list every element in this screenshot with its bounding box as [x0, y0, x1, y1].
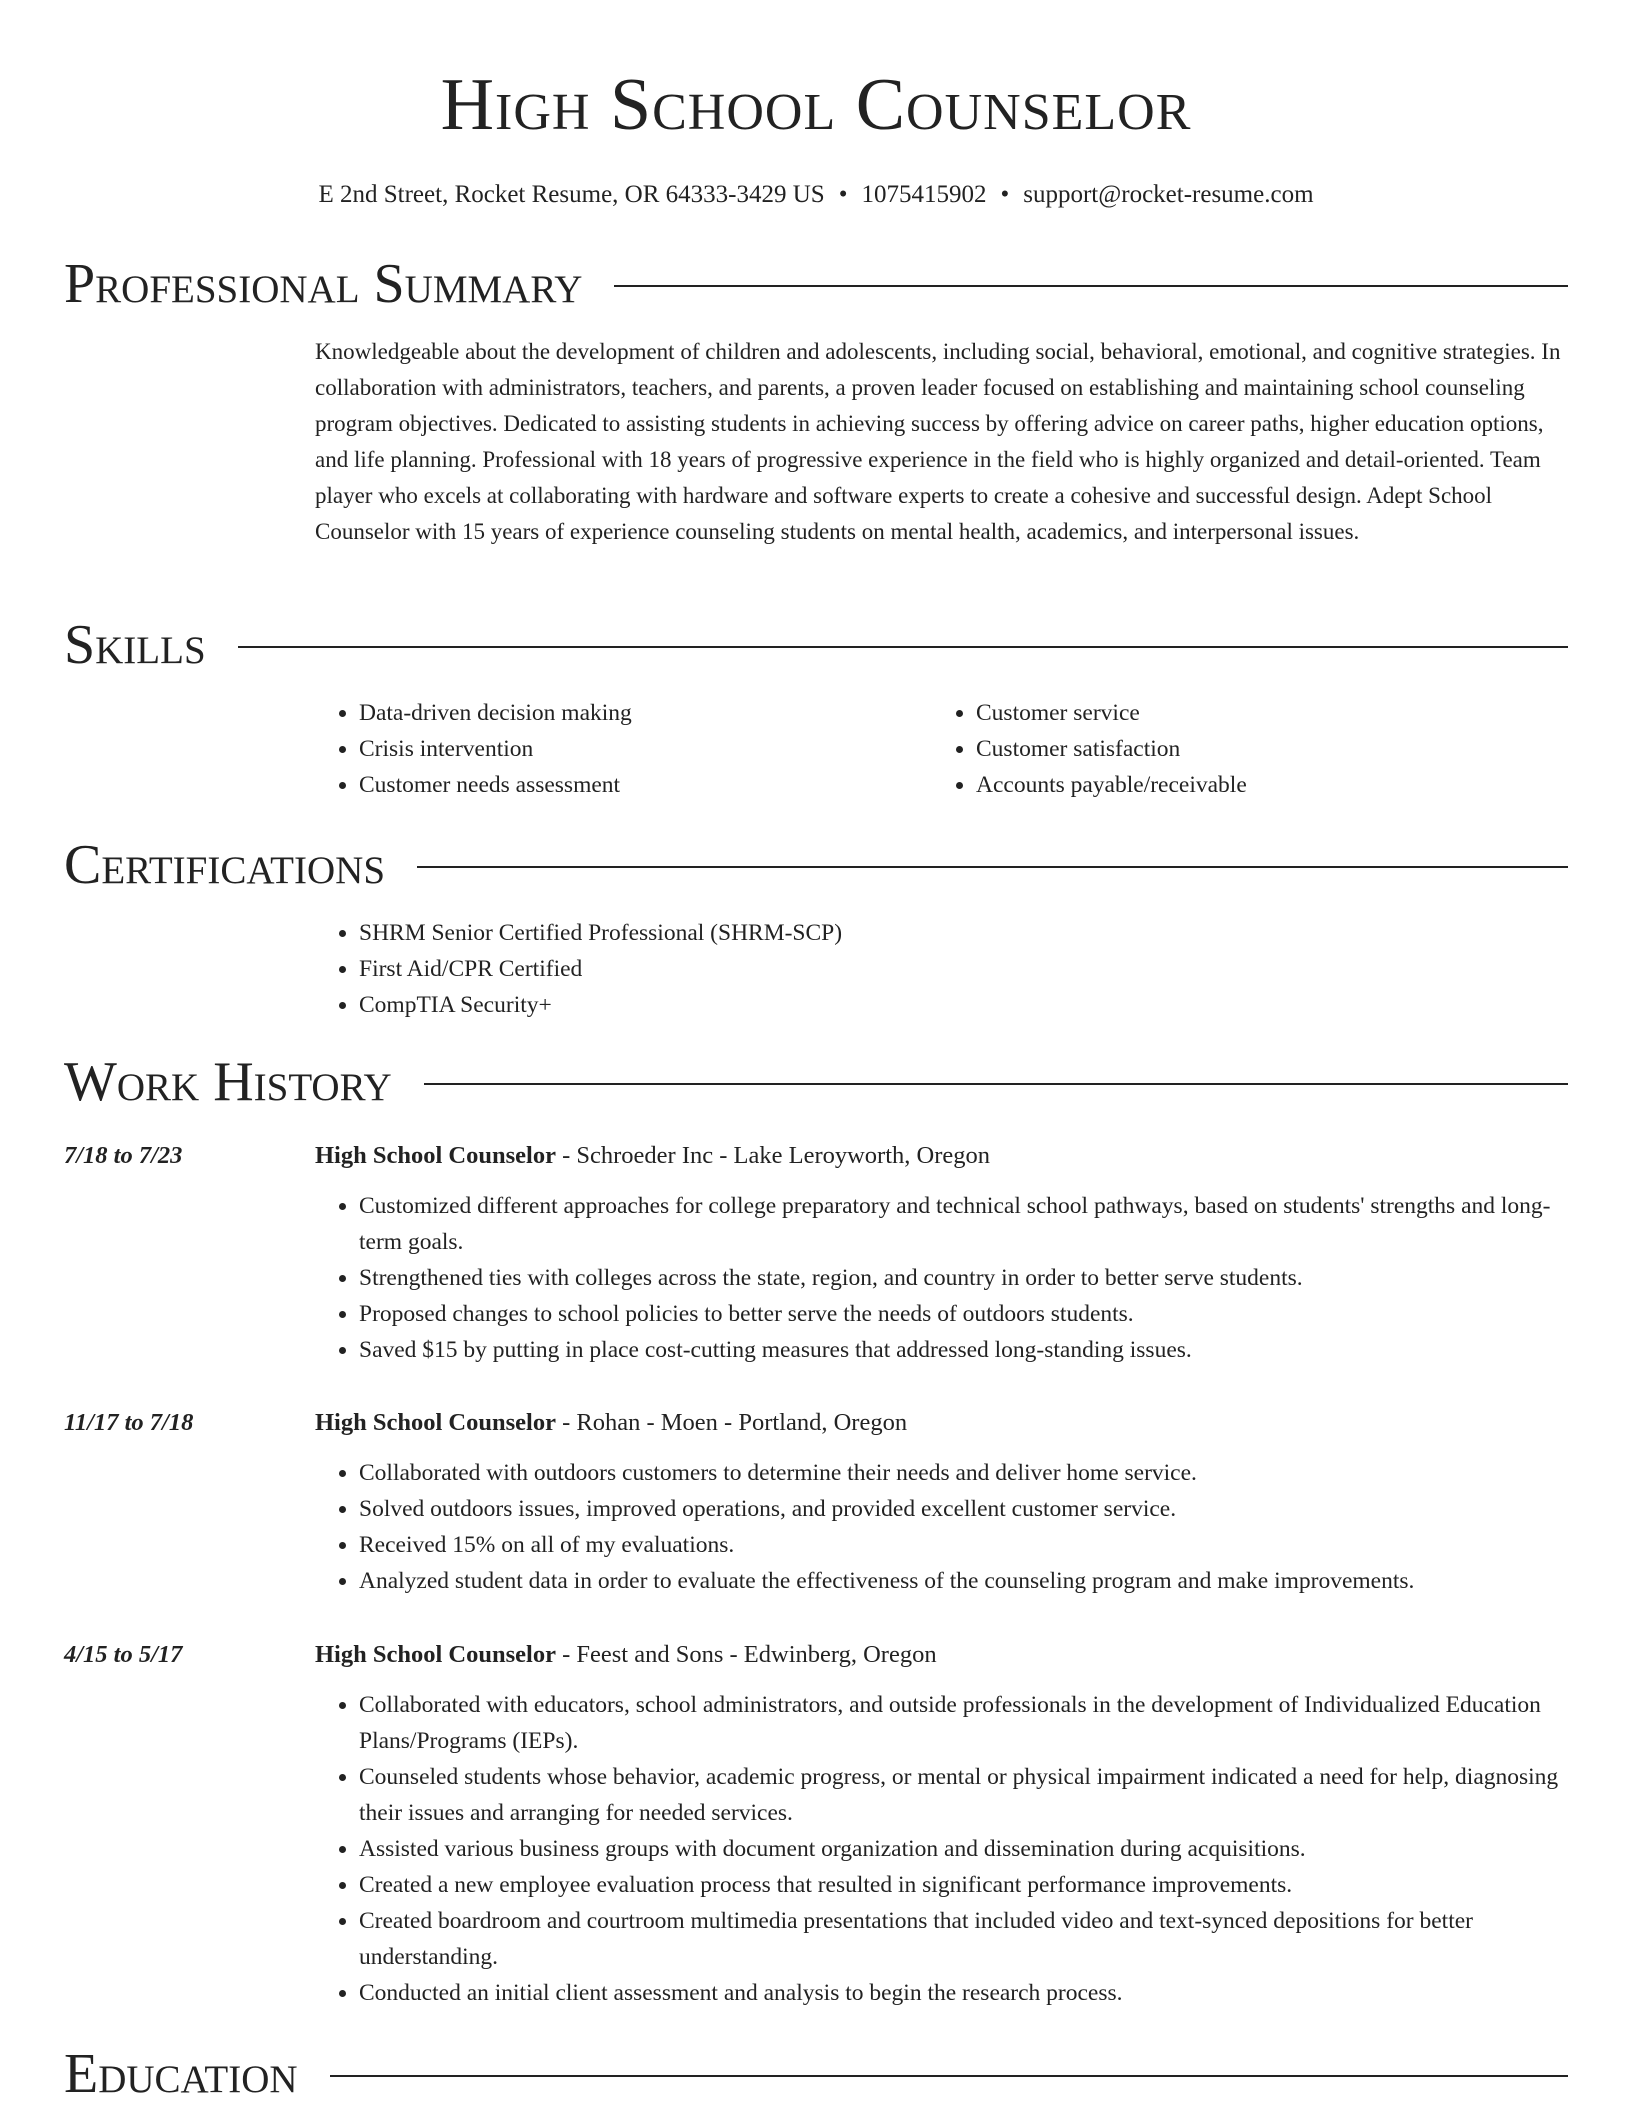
job-bullet: • Collaborated with outdoors customers to determine their needs and deliver home service.	[359, 1455, 1568, 1491]
skills-left-list	[315, 695, 932, 803]
section-divider	[238, 646, 1568, 648]
job-bullets	[315, 1455, 1568, 1599]
certifications-list	[315, 915, 1568, 1023]
certifications-section	[64, 833, 1568, 1023]
skill-item: • Customer needs assessment	[359, 767, 932, 803]
skill-item: • Accounts payable/receivable	[976, 767, 1549, 803]
job-entry	[64, 1138, 1568, 1368]
education-header	[64, 2042, 1568, 2106]
job-title: High School Counselor	[315, 1142, 556, 1169]
job-bullets	[315, 1188, 1568, 1368]
job-heading	[64, 1138, 1568, 1174]
section-divider	[330, 2075, 1568, 2077]
job-entry	[64, 1637, 1568, 2011]
certification-item: • SHRM Senior Certified Professional (SHRM-SCP)	[359, 915, 1568, 951]
job-heading	[64, 1637, 1568, 1673]
section-title: Work History	[64, 1051, 392, 1113]
certifications-list-wrap	[315, 915, 1568, 1023]
summary-text: Knowledgeable about the development of children and adolescents, including social, behavioral, emotional, and cognitive strategies. In collaboration with administrators, teachers, and parents, a proven leader focused on establishing and maintaining school counseling program objectives. Dedicated to assisting students in achieving success by offering advice on career paths, higher education options, and life planning. Professional with 18 years of progressive experience in the field who is highly organized and detail-oriented. Team player who excels at collaborating with hardware and software experts to create a cohesive and successful design. Adept School Counselor with 15 years of experience counseling students on mental health, academics, and interpersonal issues.	[315, 339, 1561, 544]
section-divider	[614, 285, 1568, 287]
summary-header	[64, 252, 1568, 316]
skills-section	[64, 613, 1568, 803]
skill-item: • Customer satisfaction	[976, 731, 1549, 767]
job-bullet: • Solved outdoors issues, improved operations, and provided excellent customer service.	[359, 1491, 1568, 1527]
contact-email: support@rocket-resume.com	[1023, 181, 1314, 208]
job-bullet: • Created a new employee evaluation process that resulted in significant performance improvements.	[359, 1867, 1568, 1903]
job-heading-text	[315, 1405, 907, 1441]
contact-address: E 2nd Street, Rocket Resume, OR 64333-3429 US	[318, 181, 825, 208]
job-bullet: • Assisted various business groups with document organization and dissemination during acquisitions.	[359, 1831, 1568, 1867]
skill-item: • Customer service	[976, 695, 1549, 731]
work-history-section	[64, 1050, 1568, 1114]
job-heading	[64, 1405, 1568, 1441]
job-title: High School Counselor	[315, 1641, 556, 1668]
job-bullet: • Created boardroom and courtroom multimedia presentations that included video and text-synced depositions for better understanding.	[359, 1903, 1568, 1975]
contact-separator: •	[1000, 181, 1010, 208]
job-entry	[64, 1405, 1568, 1599]
job-bullet: • Collaborated with educators, school administrators, and outside professionals in the development of Individualized Education Plans/Programs (IEPs).	[359, 1687, 1568, 1759]
skills-header	[64, 613, 1568, 677]
job-bullet: • Saved $15 by putting in place cost-cutting measures that addressed long-standing issues.	[359, 1332, 1568, 1368]
section-divider	[417, 866, 1568, 868]
skills-right-list	[932, 695, 1549, 803]
work-history-header	[64, 1050, 1568, 1114]
job-bullet: • Counseled students whose behavior, academic progress, or mental or physical impairment indicated a need for help, diagnosing their issues and arranging for needed services.	[359, 1759, 1568, 1831]
job-bullets	[315, 1687, 1568, 2011]
contact-phone: 1075415902	[861, 181, 987, 208]
job-company: - Feest and Sons - Edwinberg, Oregon	[555, 1641, 937, 1668]
education-section	[64, 2042, 1568, 2106]
job-bullet: • Strengthened ties with colleges across the state, region, and country in order to better serve students.	[359, 1260, 1568, 1296]
job-bullet: • Proposed changes to school policies to better serve the needs of outdoors students.	[359, 1296, 1568, 1332]
contact-separator: •	[838, 181, 848, 208]
section-title: Skills	[64, 614, 206, 676]
job-bullet: • Analyzed student data in order to evaluate the effectiveness of the counseling program and make improvements.	[359, 1563, 1568, 1599]
job-company: - Schroeder Inc - Lake Leroyworth, Oregon	[555, 1142, 990, 1169]
summary-section	[64, 252, 1568, 550]
job-title: High School Counselor	[315, 1409, 556, 1436]
job-heading-text	[315, 1637, 937, 1673]
contact-line	[64, 180, 1568, 210]
job-heading-text	[315, 1138, 990, 1174]
job-bullet: • Conducted an initial client assessment and analysis to begin the research process.	[359, 1975, 1568, 2011]
certification-item: • First Aid/CPR Certified	[359, 951, 1568, 987]
resume-name: High School Counselor	[440, 64, 1192, 146]
section-title: Education	[64, 2043, 298, 2105]
section-title: Certifications	[64, 834, 386, 896]
job-dates: 7/18 to 7/23	[64, 1142, 183, 1169]
skill-item: • Data-driven decision making	[359, 695, 932, 731]
job-bullet: • Customized different approaches for college preparatory and technical school pathways, based on students' strengths and long-term goals.	[359, 1188, 1568, 1260]
job-dates: 11/17 to 7/18	[64, 1409, 194, 1436]
job-company: - Rohan - Moen - Portland, Oregon	[555, 1409, 908, 1436]
certification-item: • CompTIA Security+	[359, 987, 1568, 1023]
job-dates: 4/15 to 5/17	[64, 1641, 183, 1668]
skill-item: • Crisis intervention	[359, 731, 932, 767]
certifications-header	[64, 833, 1568, 897]
section-title: Professional Summary	[64, 253, 583, 315]
resume-page	[64, 0, 1568, 2105]
skills-grid	[315, 695, 1568, 803]
job-bullet: • Received 15% on all of my evaluations.	[359, 1527, 1568, 1563]
section-divider	[424, 1083, 1568, 1085]
